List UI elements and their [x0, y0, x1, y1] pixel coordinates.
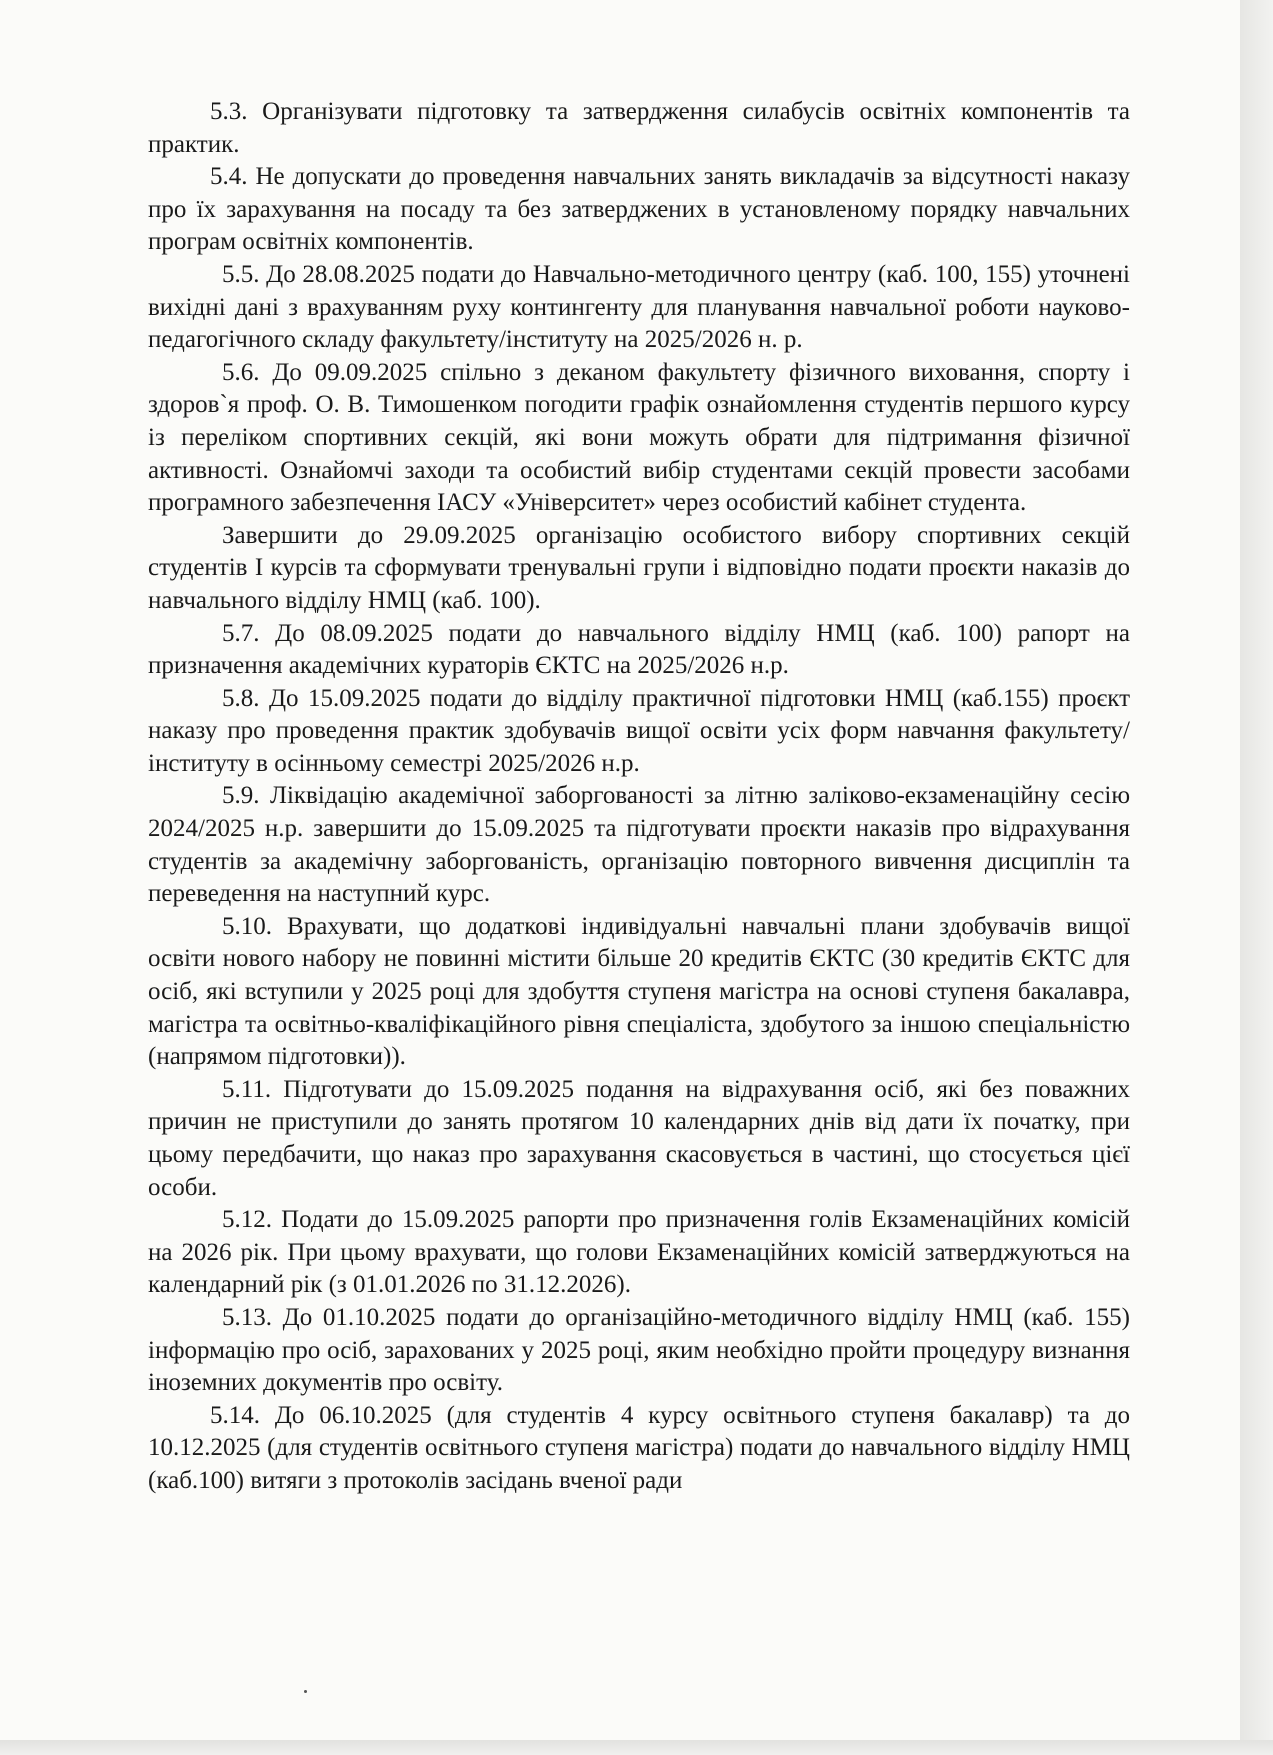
paragraph-5-11: 5.11. Підготувати до 15.09.2025 подання на відрахування осіб, які без поважних причин не приступили до занять протягом 10 календарних днів від дати їх початку, при цьому передбачити, що наказ про зарахування скасовується в частині, що стосується цієї особи. — [148, 1075, 1130, 1201]
paragraph-5-13: 5.13. До 01.10.2025 подати до організаційно-методичного відділу НМЦ (каб. 155) інформацію про осіб, зарахованих у 2025 році, яким необхідно пройти процедуру визнання іноземних документів про освіту. — [148, 1303, 1130, 1397]
scan-edge-bottom — [0, 1740, 1273, 1755]
paragraph-5-6-continuation: Завершити до 29.09.2025 організацію особистого вибору спортивних секцій студентів І курсів та сформувати тренувальні групи і відповідно подати проєкти наказів до навчального відділу НМЦ (каб. 100). — [148, 521, 1130, 614]
paragraph-5-9: 5.9. Ліквідацію академічної заборгованості за літню заліково-екзаменаційну сесію 2024/2025 н.р. завершити до 15.09.2025 та підготувати проєкти наказів про відрахування студентів за академічну заборгованість, організацію повторного вивчення дисциплін та переведення на наступний курс. — [148, 782, 1130, 908]
paragraph-5-7: 5.7. До 08.09.2025 подати до навчального відділу НМЦ (каб. 100) рапорт на призначення академічних кураторів ЄКТС на 2025/2026 н.р. — [148, 619, 1130, 680]
paragraph-5-6: 5.6. До 09.09.2025 спільно з деканом факультету фізичного виховання, спорту і здоров`я проф. О. В. Тимошенком погодити графік ознайомлення студентів першого курсу із переліком спортивних секцій, які вони можуть обрати для підтримання фізичної активності. Ознайомчі заходи та особистий вибір студентами секцій провести засобами програмного забезпечення ІАСУ «Університет» через особистий кабінет студента. — [148, 358, 1130, 517]
paragraph-5-4: 5.4. Не допускати до проведення навчальних занять викладачів за відсутності наказу про їх зарахування на посаду та без затверджених в установленому порядку навчальних програм освітніх компонентів. — [148, 163, 1130, 256]
paragraph-5-5: 5.5. До 28.08.2025 подати до Навчально-методичного центру (каб. 100, 155) уточнені вихідні дані з врахуванням руху контингенту для планування навчальної роботи науково-педагогічного складу факультету/інституту на 2025/2026 н. р. — [148, 260, 1130, 354]
paragraph-5-10: 5.10. Врахувати, що додаткові індивідуальні навчальні плани здобувачів вищої освіти нового набору не повинні містити більше 20 кредитів ЄКТС (30 кредитів ЄКТС для осіб, які вступили у 2025 році для здобуття ступеня магістра на основі ступеня бакалавра, магістра та освітньо-кваліфікаційного рівня спеціаліста, здобутого за іншою спеціальністю (напрямом підготовки)). — [148, 912, 1130, 1071]
document-body — [148, 96, 1130, 1498]
paragraph-5-12: 5.12. Подати до 15.09.2025 рапорти про призначення голів Екзаменаційних комісій на 2026 рік. При цьому врахувати, що голови Екзаменаційних комісій затверджуються на календарний рік (з 01.01.2026 по 31.12.2026). — [148, 1206, 1130, 1299]
paragraph-5-14: 5.14. До 06.10.2025 (для студентів 4 курсу освітнього ступеня бакалавр) та до 10.12.2025 (для студентів освітнього ступеня магістра) подати до навчального відділу НМЦ (каб.100) витяги з протоколів засідань вченої ради — [148, 1401, 1130, 1494]
scan-edge-right — [1240, 0, 1273, 1755]
paragraph-5-3: 5.3. Організувати підготовку та затвердження силабусів освітніх компонентів та практик. — [148, 98, 1130, 158]
paragraph-5-8: 5.8. До 15.09.2025 подати до відділу практичної підготовки НМЦ (каб.155) проєкт наказу про проведення практик здобувачів вищої освіти усіх форм навчання факультету/інституту в осінньому семестрі 2025/2026 н.р. — [148, 684, 1130, 777]
scan-speck — [304, 1690, 307, 1693]
